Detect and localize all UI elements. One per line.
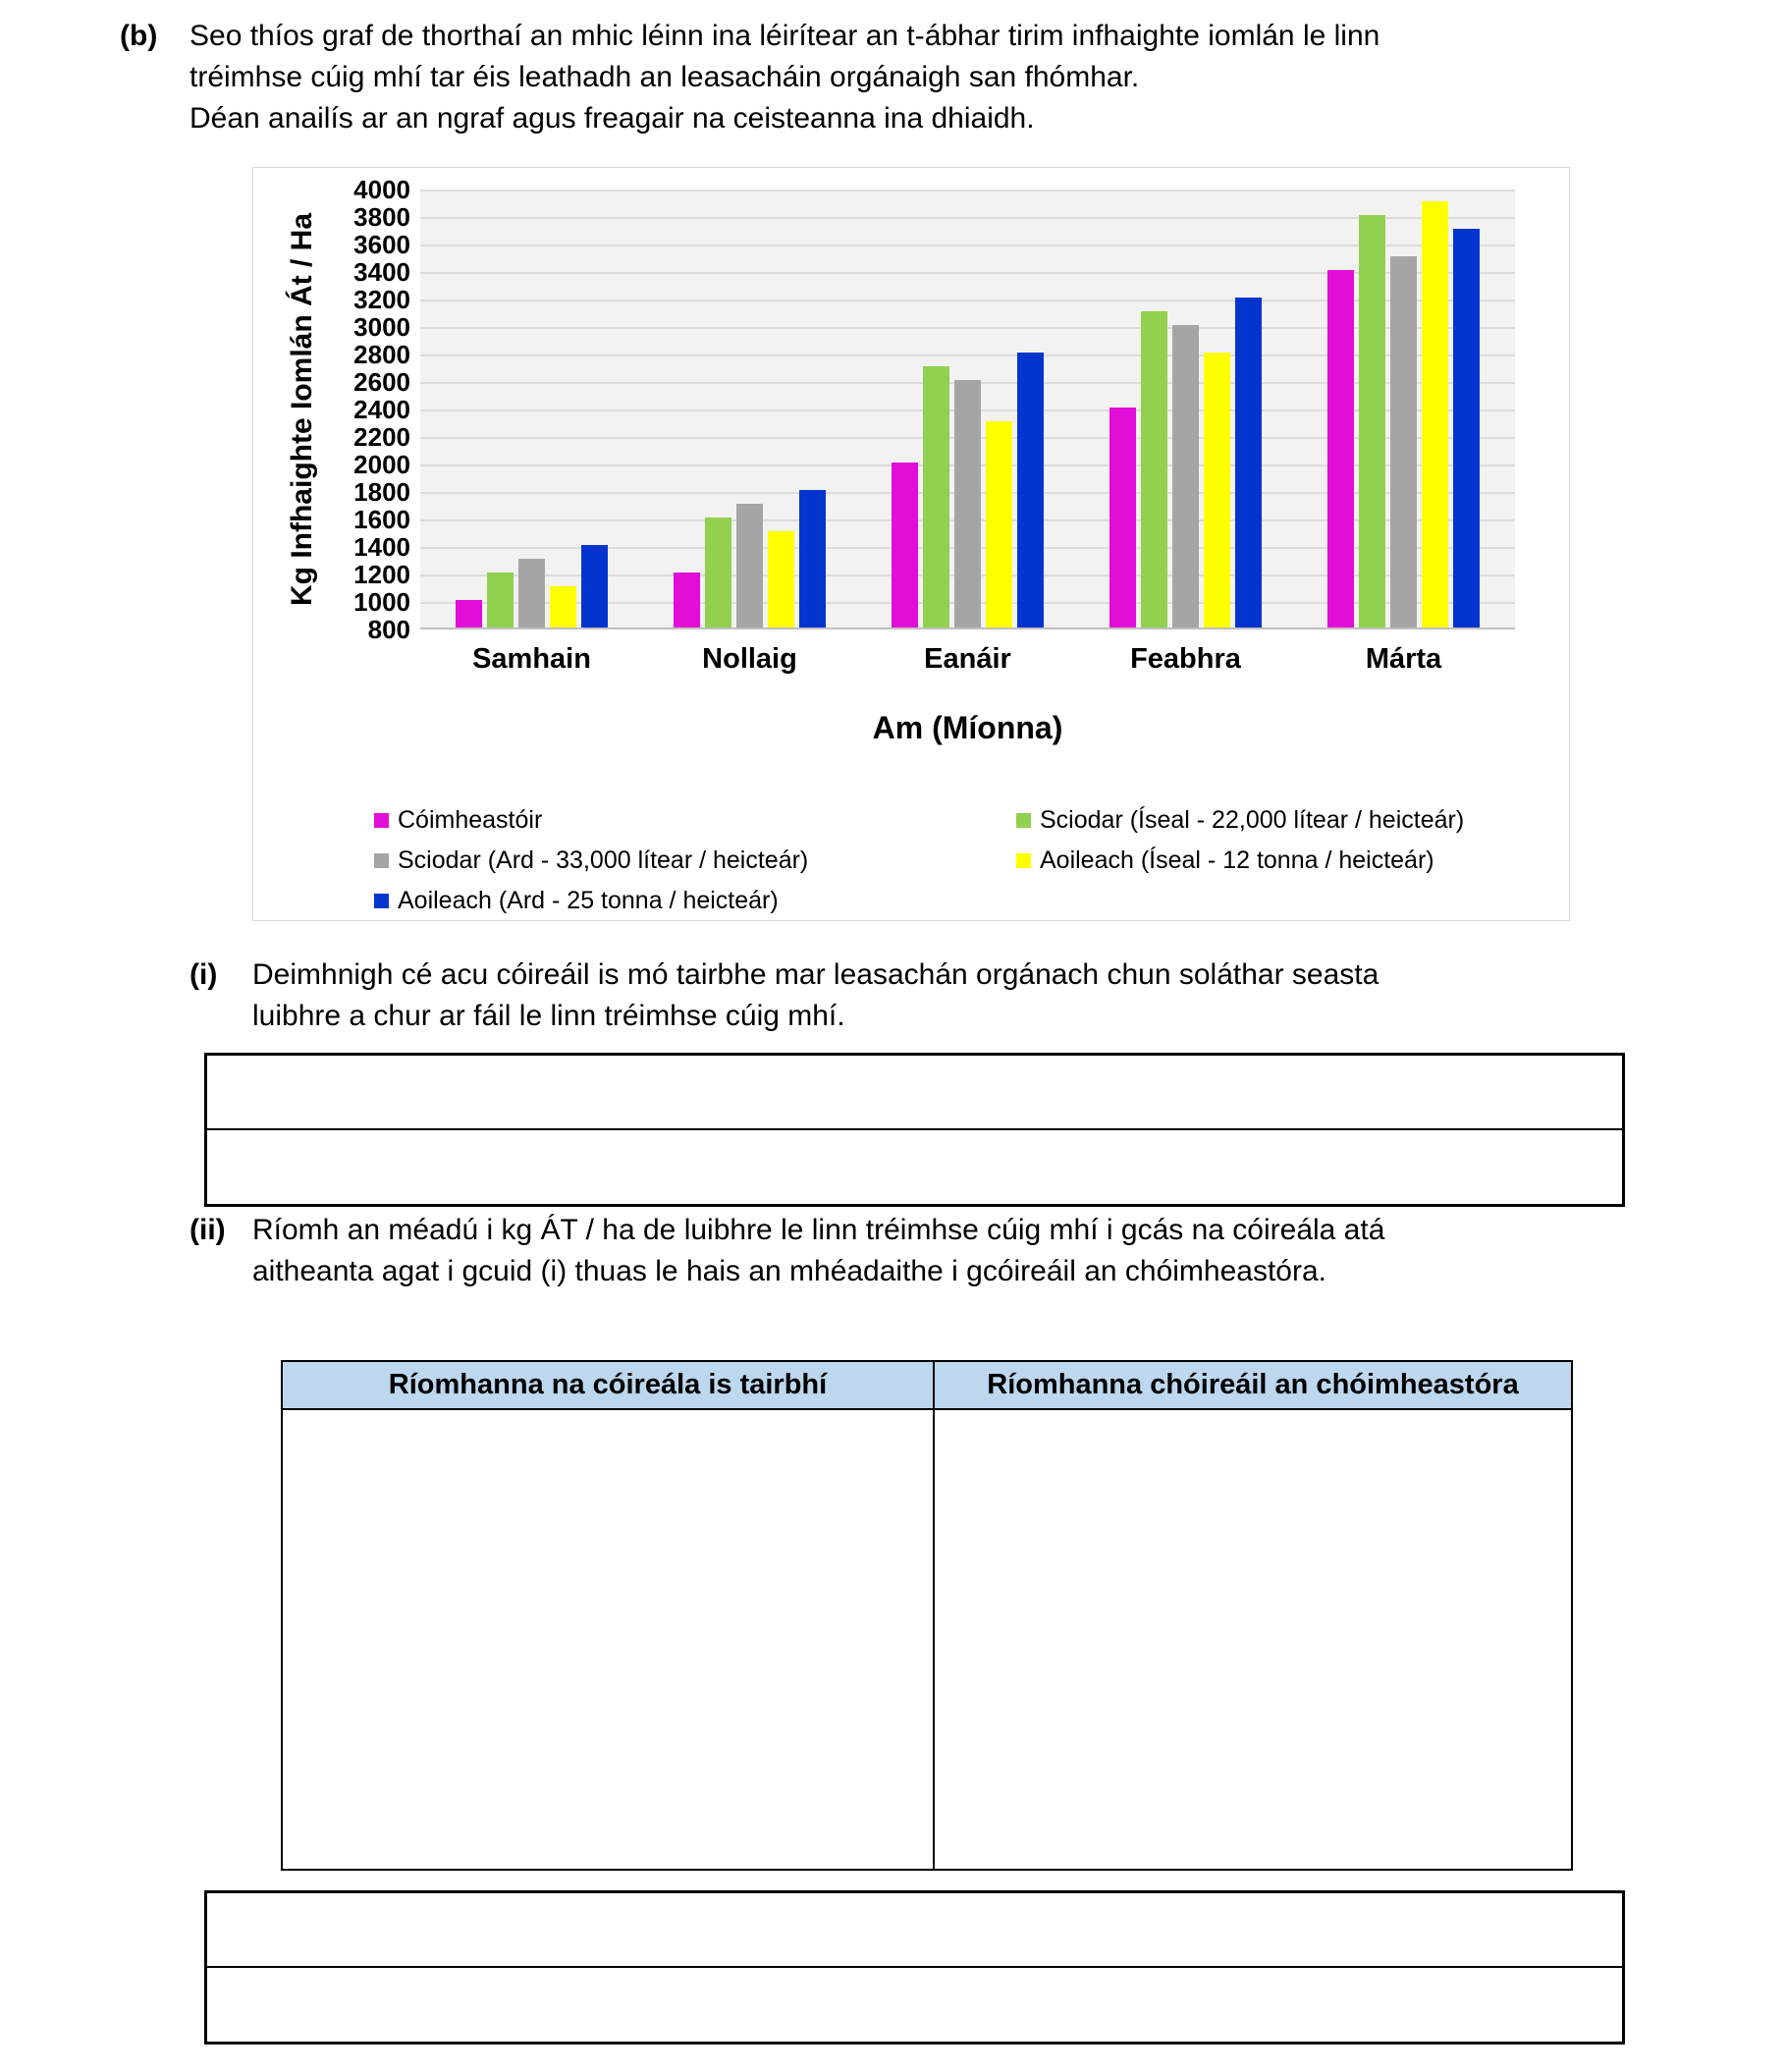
bar bbox=[1017, 353, 1044, 627]
question-i-text bbox=[252, 954, 1379, 1037]
bar bbox=[1141, 311, 1167, 627]
bar bbox=[518, 559, 545, 627]
y-tick-label: 2600 bbox=[353, 367, 410, 397]
y-axis-title: Kg Infhaighte Iomlán Át / Ha bbox=[286, 213, 318, 607]
bar bbox=[550, 586, 576, 627]
question-b-line: Déan anailís ar an ngraf agus freagair na ceisteanna ina dhiaidh. bbox=[189, 102, 1035, 135]
bar bbox=[768, 531, 794, 627]
legend-item bbox=[1016, 846, 1464, 875]
question-b-line: tréimhse cúig mhí tar éis leathadh an leasacháin orgánaigh san fhómhar. bbox=[189, 61, 1140, 93]
bar bbox=[892, 463, 918, 627]
legend-label: Sciodar (Ard - 33,000 lítear / heicteár) bbox=[398, 846, 809, 874]
bar bbox=[1359, 215, 1385, 627]
legend-label: Cóimheastóir bbox=[398, 806, 543, 834]
legend-label: Sciodar (Íseal - 22,000 lítear / heicteár) bbox=[1040, 806, 1465, 834]
legend-item bbox=[374, 806, 1016, 835]
answer-line[interactable] bbox=[207, 1893, 1622, 1968]
question-b-line: Seo thíos graf de thorthaí an mhic léinn ina léirítear an t-ábhar tirim infhaighte iomlán le linn bbox=[189, 20, 1380, 52]
legend-item bbox=[374, 846, 1016, 875]
bar bbox=[736, 504, 763, 627]
y-tick-label: 1400 bbox=[353, 532, 410, 562]
bar bbox=[705, 518, 731, 627]
bar bbox=[581, 545, 608, 627]
y-tick-label: 800 bbox=[367, 615, 410, 644]
table-header-control-treatment: Ríomhanna chóireáil an chóimheastóra bbox=[934, 1361, 1572, 1409]
bar bbox=[1327, 270, 1354, 627]
question-i-label: (i) bbox=[189, 958, 218, 991]
legend-item bbox=[374, 887, 1016, 915]
bar bbox=[1172, 325, 1199, 627]
y-tick-label: 1600 bbox=[353, 505, 410, 534]
y-tick-label: 3000 bbox=[353, 312, 410, 342]
question-ii-text bbox=[252, 1210, 1384, 1292]
chart-legend bbox=[374, 806, 1464, 915]
y-tick-label: 1200 bbox=[353, 560, 410, 589]
bar bbox=[674, 573, 700, 627]
legend-swatch-icon bbox=[374, 853, 389, 868]
answer-box-ii bbox=[204, 1890, 1625, 2045]
question-i-line: Deimhnigh cé acu cóireáil is mó tairbhe mar leasachán orgánach chun soláthar seasta bbox=[252, 958, 1379, 991]
y-tick-label: 1000 bbox=[353, 587, 410, 617]
answer-line[interactable] bbox=[207, 1130, 1622, 1205]
question-i-line: luibhre a chur ar fáil le linn tréimhse cúig mhí. bbox=[252, 1000, 845, 1032]
question-ii-label: (ii) bbox=[189, 1214, 226, 1246]
y-tick-label: 3600 bbox=[353, 230, 410, 259]
answer-box-i bbox=[204, 1053, 1625, 1207]
legend-swatch-icon bbox=[374, 813, 389, 828]
bar-chart-frame bbox=[252, 167, 1570, 921]
y-axis-ticks bbox=[324, 175, 410, 644]
y-tick-label: 3800 bbox=[353, 202, 410, 232]
y-tick-label: 2000 bbox=[353, 450, 410, 479]
y-tick-label: 2400 bbox=[353, 395, 410, 424]
bar bbox=[1204, 353, 1230, 627]
bar-group bbox=[674, 490, 826, 627]
question-b-text bbox=[189, 16, 1379, 139]
bar bbox=[1109, 408, 1136, 627]
question-b-label: (b) bbox=[120, 20, 158, 52]
y-tick-label: 3400 bbox=[353, 257, 410, 287]
bar bbox=[954, 380, 981, 627]
legend-label: Aoileach (Íseal - 12 tonna / heicteár) bbox=[1040, 846, 1434, 874]
table-cell-control-treatment-workings[interactable] bbox=[934, 1409, 1572, 1870]
x-category-label: Nollaig bbox=[702, 643, 797, 675]
legend-item bbox=[1016, 806, 1464, 835]
bar bbox=[1422, 201, 1448, 627]
y-tick-label: 4000 bbox=[353, 175, 410, 204]
bar bbox=[923, 366, 949, 627]
x-category-label: Márta bbox=[1365, 643, 1442, 675]
bar bbox=[1390, 256, 1417, 627]
calculation-table bbox=[281, 1360, 1573, 1871]
bar-group bbox=[892, 353, 1044, 627]
x-axis-title: Am (Míonna) bbox=[872, 710, 1063, 745]
bar bbox=[487, 573, 514, 627]
y-tick-label: 2200 bbox=[353, 422, 410, 452]
answer-line[interactable] bbox=[207, 1056, 1622, 1130]
x-axis-category-labels bbox=[420, 643, 1515, 676]
legend-swatch-icon bbox=[1016, 853, 1031, 868]
table-cell-best-treatment-workings[interactable] bbox=[282, 1409, 934, 1870]
bar bbox=[456, 600, 482, 627]
bar bbox=[1453, 229, 1480, 627]
bar-group bbox=[1109, 298, 1262, 627]
gridline bbox=[420, 190, 1515, 191]
bar bbox=[1235, 298, 1262, 627]
legend-swatch-icon bbox=[1016, 813, 1031, 828]
plot-area bbox=[420, 190, 1515, 629]
answer-line[interactable] bbox=[207, 1968, 1622, 2043]
x-category-label: Feabhra bbox=[1130, 643, 1241, 675]
legend-label: Aoileach (Ard - 25 tonna / heicteár) bbox=[398, 887, 779, 914]
bar bbox=[986, 421, 1012, 627]
y-tick-label: 3200 bbox=[353, 285, 410, 314]
question-ii-line: aitheanta agat i gcuid (i) thuas le hais an mhéadaithe i gcóireáil an chóimheastóra. bbox=[252, 1255, 1327, 1287]
table-header-best-treatment: Ríomhanna na cóireála is tairbhí bbox=[282, 1361, 934, 1409]
x-category-label: Eanáir bbox=[924, 643, 1011, 675]
y-tick-label: 1800 bbox=[353, 477, 410, 507]
bar bbox=[799, 490, 826, 627]
bar-group bbox=[1327, 201, 1480, 627]
question-ii-line: Ríomh an méadú i kg ÁT / ha de luibhre le linn tréimhse cúig mhí i gcás na cóireála atá bbox=[252, 1214, 1385, 1246]
x-category-label: Samhain bbox=[472, 643, 591, 675]
bar-group bbox=[456, 545, 608, 627]
y-tick-label: 2800 bbox=[353, 340, 410, 369]
legend-swatch-icon bbox=[374, 894, 389, 908]
